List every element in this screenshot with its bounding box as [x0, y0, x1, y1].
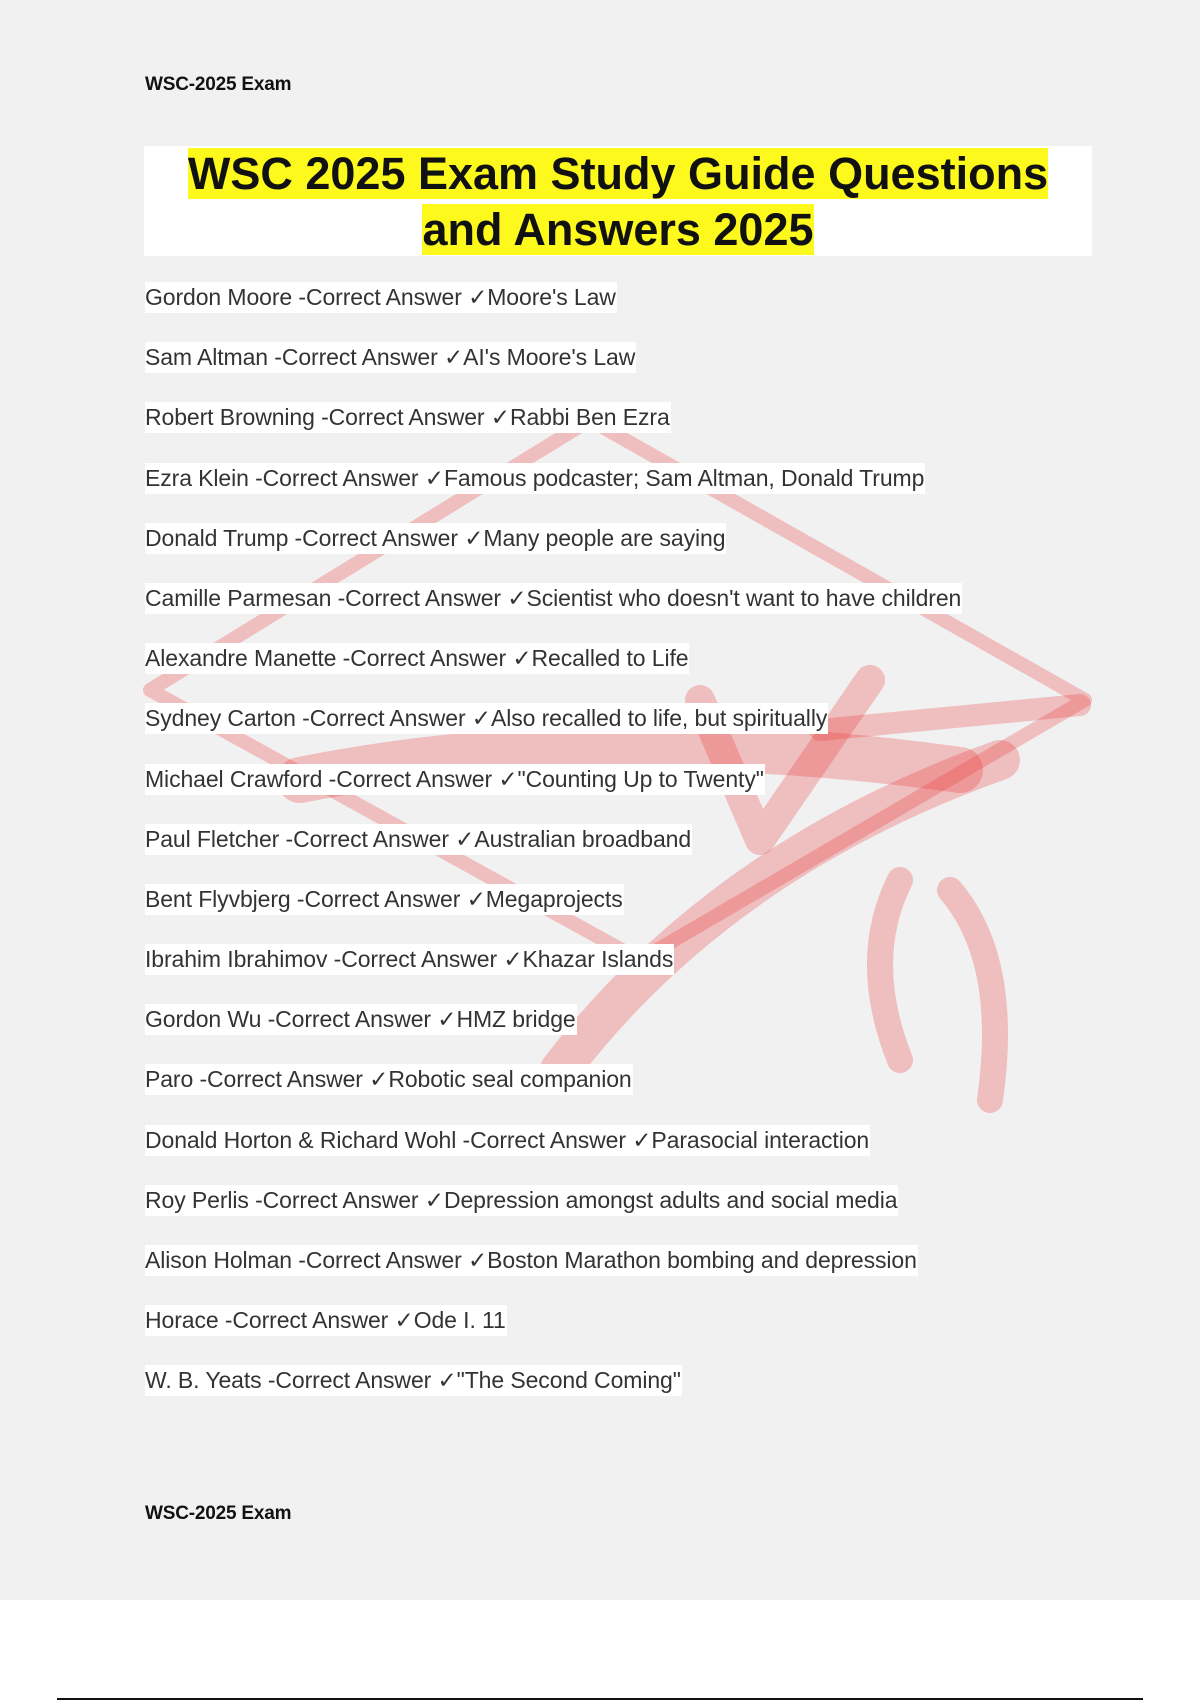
list-item	[145, 946, 962, 1006]
list-item	[145, 525, 962, 585]
qa-question: Sam Altman	[145, 344, 268, 371]
qa-separator: -Correct Answer ✓	[327, 946, 523, 973]
qa-question: Paul Fletcher	[145, 825, 280, 852]
list-item	[145, 344, 962, 404]
qa-separator: -Correct Answer ✓	[292, 1247, 488, 1273]
list-item	[145, 1367, 962, 1427]
page-footer: WSC-2025 Exam	[145, 1503, 292, 1524]
list-item	[145, 826, 962, 886]
qa-answer: Moore's Law	[487, 284, 616, 310]
qa-answer: Parasocial interaction	[651, 1126, 870, 1153]
list-item	[145, 1187, 962, 1247]
qa-separator: -Correct Answer ✓	[290, 885, 486, 912]
qa-answer: Robotic seal companion	[388, 1066, 632, 1093]
qa-question: W. B. Yeats	[145, 1367, 262, 1394]
qa-question: Ibrahim Ibrahimov	[145, 946, 328, 973]
qa-separator: -Correct Answer ✓	[314, 404, 510, 431]
qa-question: Donald Trump	[145, 524, 289, 551]
list-item	[145, 705, 962, 765]
qa-answer: HMZ bridge	[456, 1006, 576, 1033]
list-item	[145, 1127, 962, 1187]
qa-separator: -Correct Answer ✓	[218, 1307, 414, 1334]
qa-separator: -Correct Answer ✓	[193, 1066, 389, 1093]
qa-separator: -Correct Answer ✓	[248, 1186, 444, 1213]
qa-question: Robert Browning	[145, 404, 315, 431]
qa-answer: Megaprojects	[485, 885, 623, 912]
qa-question: Michael Crawford	[145, 765, 323, 792]
qa-separator: -Correct Answer ✓	[268, 344, 464, 371]
list-item	[145, 645, 962, 705]
list-item	[145, 284, 962, 344]
qa-answer: Depression amongst adults and social media	[443, 1186, 898, 1213]
qa-answer: Scientist who doesn't want to have children	[526, 584, 962, 611]
qa-question: Horace	[145, 1307, 219, 1334]
title-line-1: WSC 2025 Exam Study Guide Questions	[187, 148, 1049, 199]
qa-separator: -Correct Answer ✓	[336, 645, 532, 672]
qa-separator: -Correct Answer ✓	[288, 524, 484, 551]
qa-answer: Khazar Islands	[522, 946, 674, 973]
qa-question: Donald Horton & Richard Wohl	[145, 1126, 457, 1153]
list-item	[145, 585, 962, 645]
list-item	[145, 1006, 962, 1066]
qa-separator: -Correct Answer ✓	[261, 1006, 457, 1033]
qa-question: Roy Perlis	[145, 1186, 249, 1213]
qa-separator: -Correct Answer ✓	[292, 284, 488, 310]
list-item	[145, 404, 962, 464]
qa-separator: -Correct Answer ✓	[279, 825, 475, 852]
qa-question: Camille Parmesan	[145, 584, 332, 611]
qa-answer: "The Second Coming"	[456, 1367, 681, 1394]
qa-answer: Recalled to Life	[531, 645, 689, 672]
qa-question: Gordon Moore	[145, 284, 293, 310]
list-item	[145, 465, 962, 525]
list-item	[145, 886, 962, 946]
qa-answer: Many people are saying	[483, 524, 726, 551]
qa-question: Bent Flyvbjerg	[145, 885, 291, 912]
qa-answer: Famous podcaster; Sam Altman, Donald Trump	[443, 464, 925, 491]
qa-question: Alexandre Manette	[145, 645, 337, 672]
qa-answer: AI's Moore's Law	[463, 344, 636, 371]
list-item	[145, 1247, 962, 1307]
qa-answer: "Counting Up to Twenty"	[517, 765, 764, 792]
qa-answer: Ode I. 11	[413, 1307, 506, 1334]
qa-question: Ezra Klein	[145, 464, 249, 491]
qa-question: Gordon Wu	[145, 1006, 262, 1033]
qa-separator: -Correct Answer ✓	[331, 584, 527, 611]
qa-separator: -Correct Answer ✓	[456, 1126, 652, 1153]
list-item	[145, 1307, 962, 1367]
document-title	[144, 146, 1092, 256]
qa-list	[145, 284, 962, 1428]
qa-question: Alison Holman	[145, 1247, 292, 1273]
page-header: WSC-2025 Exam	[145, 74, 292, 95]
title-line-2: and Answers 2025	[422, 204, 814, 255]
list-item	[145, 766, 962, 826]
qa-separator: -Correct Answer ✓	[248, 464, 444, 491]
qa-separator: -Correct Answer ✓	[295, 705, 491, 732]
list-item	[145, 1066, 962, 1126]
qa-separator: -Correct Answer ✓	[261, 1367, 457, 1394]
qa-answer: Australian broadband	[474, 825, 692, 852]
qa-question: Paro	[145, 1066, 194, 1093]
qa-separator: -Correct Answer ✓	[322, 765, 518, 792]
qa-answer: Rabbi Ben Ezra	[509, 404, 670, 431]
qa-answer: Boston Marathon bombing and depression	[487, 1247, 917, 1273]
qa-answer: Also recalled to life, but spiritually	[490, 705, 828, 732]
qa-question: Sydney Carton	[145, 705, 296, 732]
